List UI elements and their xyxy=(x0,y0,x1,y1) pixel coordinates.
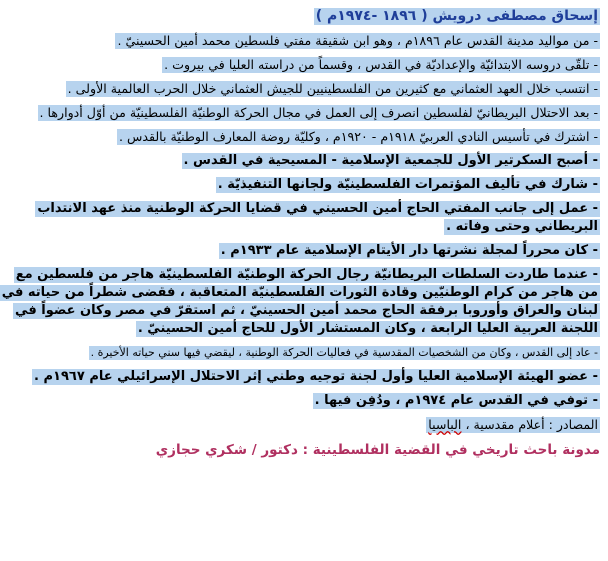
paragraph-6 xyxy=(44,152,604,170)
paragraph-text: - عندما طاردت السلطات البريطانيّة رجال الحركة الوطنيّة الفلسطينيّة هاجر من فلسطين مع xyxy=(15,267,598,282)
paragraph-10 xyxy=(1,266,604,338)
page-title xyxy=(44,6,604,26)
paragraph-text: - عاد إلى القدس ، وكان من الشخصيات المقدسية في فعاليات الحركة الوطنية ، ليقضي فيها سني حياته الأخيرة . xyxy=(90,346,598,359)
paragraph-text: - كان محرراً لمجلة نشرتها دار الأيتام الإسلامية عام ١٩٣٣م . xyxy=(220,243,598,258)
blog-credit xyxy=(44,440,604,460)
paragraph-text: - عمل إلى جانب المفتي الحاج أمين الحسيني في قضايا الحركة الوطنية منذ عهد الانتداب xyxy=(37,201,598,216)
paragraph-text: - اشترك في تأسيس النادي العربيّ ١٩١٨م - ١٩٢٠م ، وكليّة روضة المعارف الوطنيّة بالقدس . xyxy=(118,129,598,144)
paragraph-12 xyxy=(34,368,604,386)
paragraph-text: - بعد الاحتلال البريطانيّ لفلسطين انصرف إلى العمل في مجال الحركة الوطنيّة الفلسطينيّة من أوّل أدوارها . xyxy=(39,105,598,120)
paragraph-1 xyxy=(44,32,604,50)
paragraph-9 xyxy=(44,242,604,260)
paragraph-text: - عضو الهيئة الإسلامية العليا وأول لجنة توجيه وطني إثر الاحتلال الإسرائيلي عام ١٩٦٧م . xyxy=(34,369,598,384)
paragraph-13 xyxy=(44,392,604,410)
paragraph-3 xyxy=(44,80,604,98)
paragraph-4 xyxy=(39,104,604,122)
paragraph-text: - تلقّى دروسه الابتدائيّة والإعداديّة في القدس ، وقسماً من دراسته العليا في بيروت . xyxy=(164,57,598,72)
paragraph-text: - من مواليد مدينة القدس عام ١٨٩٦م ، وهو ابن شقيقة مفتي فلسطين محمد أمين الحسينيّ . xyxy=(117,33,598,48)
paragraph-5 xyxy=(44,128,604,146)
paragraph-text: - شارك في تأليف المؤتمرات الفلسطينيّة ولجانها التنفيذيّة . xyxy=(217,177,598,192)
blog-credit-text: مدونة باحث تاريخي في القضية الفلسطينية : دكتور / شكري حجازي xyxy=(155,442,600,458)
paragraph-text: لبنان والعراق وأوروبا برفقة الحاج محمد أمين الحسينيّ ، ثم استقرّ في مصر وكان عضواً في xyxy=(15,303,598,318)
document-page xyxy=(1,6,604,460)
paragraph-text: - توفي في القدس عام ١٩٧٤م ، ودُفِن فيها . xyxy=(314,393,598,408)
paragraph-text: البريطاني وحتى وفاته . xyxy=(446,219,598,234)
paragraph-2 xyxy=(44,56,604,74)
paragraph-text: - أصبح السكرتير الأول للجمعية الإسلامية - المسيحية في القدس . xyxy=(183,153,598,168)
paragraph-7 xyxy=(44,176,604,194)
paragraph-11 xyxy=(44,344,604,362)
title-text: إسحاق مصطفى درويش ( ١٨٩٦ -١٩٧٤م ) xyxy=(315,8,598,24)
sources-text xyxy=(426,417,600,433)
sources-item: الباسيا xyxy=(428,417,462,432)
paragraph-text: من هاجر من كرام الوطنيّين وقادة الثورات الفلسطينيّة المتعاقبة ، فقضى شطراً من حياته في xyxy=(1,285,598,300)
paragraph-8 xyxy=(37,200,604,236)
sources xyxy=(44,416,604,434)
sources-label: المصادر : أعلام مقدسية ، xyxy=(465,417,598,432)
paragraph-text: - انتسب خلال العهد العثماني مع كثيرين من الفلسطينيين للجيش العثماني خلال الحرب العالمية الأولى . xyxy=(67,81,598,96)
paragraph-text: اللجنة العربية العليا الرابعة ، وكان المستشار الأول للحاج أمين الحسينيّ . xyxy=(137,321,598,336)
